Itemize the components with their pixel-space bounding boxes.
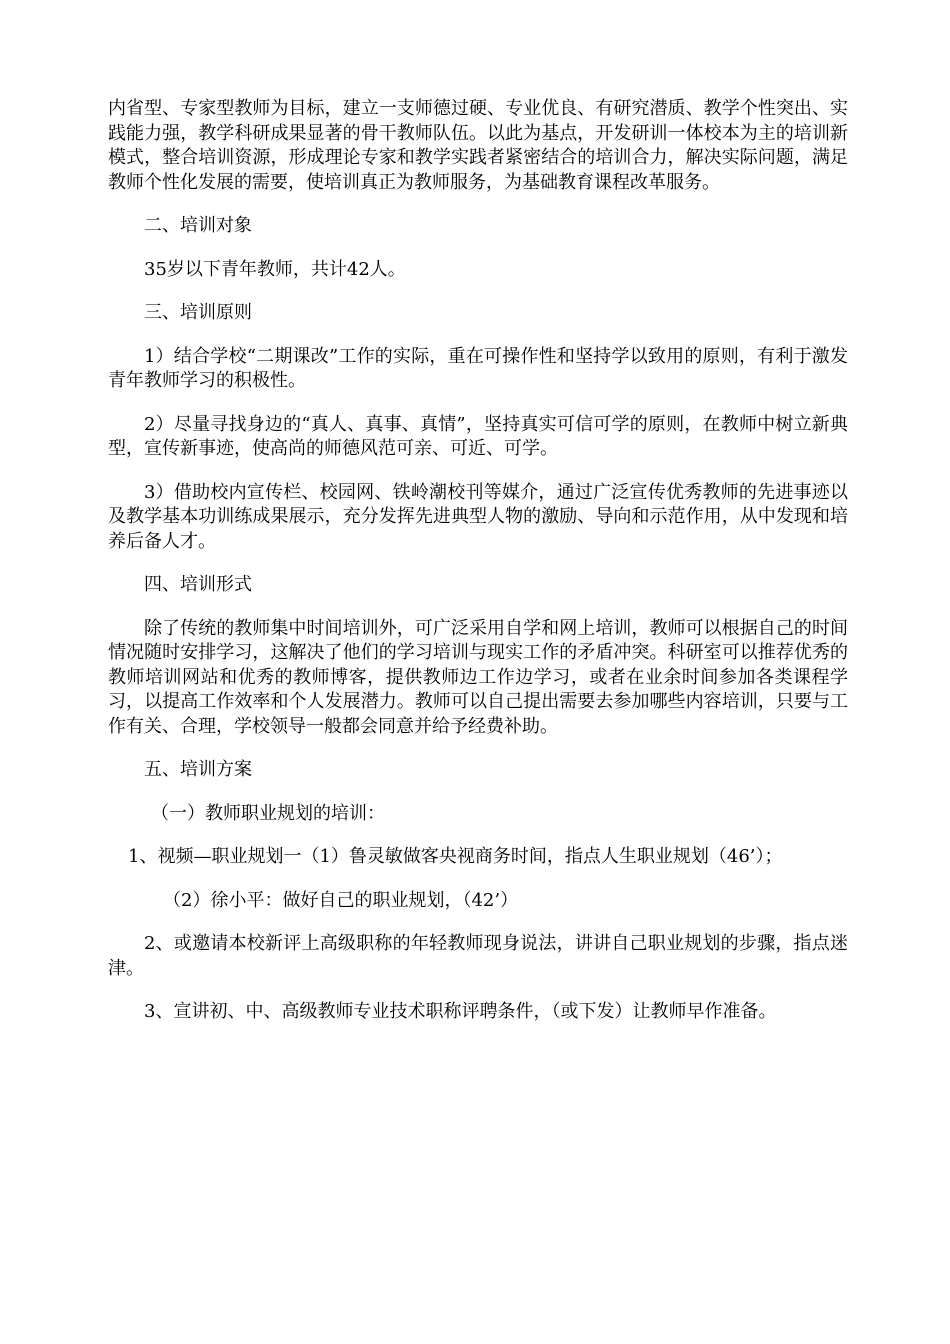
principle-3-paragraph: 3）借助校内宣传栏、校园网、铁岭潮校刊等媒介，通过广泛宣传优秀教师的先进事迹以及教学基本功训练成果展示，充分发挥先进典型人物的激励、导向和示范作用，从中发现和培养后备人才。: [108, 481, 848, 552]
principle-2-paragraph: 2）尽量寻找身边的“真人、真事、真情”，坚持真实可信可学的原则，在教师中树立新典型，宣传新事迹，使高尚的师德风范可亲、可近、可学。: [108, 413, 848, 459]
section-heading-training-form: 四、培训形式: [144, 574, 252, 595]
intro-paragraph: 内省型、专家型教师为目标，建立一支师德过硬、专业优良、有研究潜质、教学个性突出、实践能力强，教学科研成果显著的骨干教师队伍。以此为基点，开发研训一体校本为主的培训新模式，整合培训资源，形成理论专家和教学实践者紧密结合的培训合力，解决实际问题，满足教师个性化发展的需要，使培训真正为教师服务，为基础教育课程改革服务。: [108, 98, 848, 193]
section-heading-training-plan: 五、培训方案: [144, 759, 252, 780]
training-form-paragraph: 除了传统的教师集中时间培训外，可广泛采用自学和网上培训，教师可以根据自己的时间情况随时安排学习，这解决了他们的学习培训与现实工作的矛盾冲突。科研室可以推荐优秀的教师培训网站和优秀的教师博客，提供教师边工作边学习，或者在业余时间参加各类课程学习，以提高工作效率和个人发展潜力。教师可以自己提出需要去参加哪些内容培训，只要与工作有关、合理，学校领导一般都会同意并给予经费补助。: [108, 617, 848, 737]
document-page: [108, 97, 848, 1044]
plan-item-title-conditions: 3、宣讲初、中、高级教师专业技术职称评聘条件，（或下发）让教师早作准备。: [144, 1001, 777, 1022]
plan-item-video-2: （2）徐小平：做好自己的职业规划，（42’）: [163, 889, 519, 911]
training-target-paragraph: 35岁以下青年教师，共计42人。: [144, 258, 406, 280]
section-heading-training-target: 二、培训对象: [144, 215, 252, 236]
section-heading-training-principles: 三、培训原则: [144, 302, 252, 323]
plan-item-video: 1、视频—职业规划一（1）鲁灵敏做客央视商务时间，指点人生职业规划（46’）；: [128, 846, 783, 867]
principle-1-paragraph: 1）结合学校“二期课改”工作的实际，重在可操作性和坚持学以致用的原则，有利于激发青年教师学习的积极性。: [108, 345, 848, 391]
plan-item-invite: 2、或邀请本校新评上高级职称的年轻教师现身说法，讲讲自己职业规划的步骤，指点迷津。: [108, 933, 848, 979]
plan-subheading-career-planning: （一）教师职业规划的培训：: [151, 802, 385, 824]
